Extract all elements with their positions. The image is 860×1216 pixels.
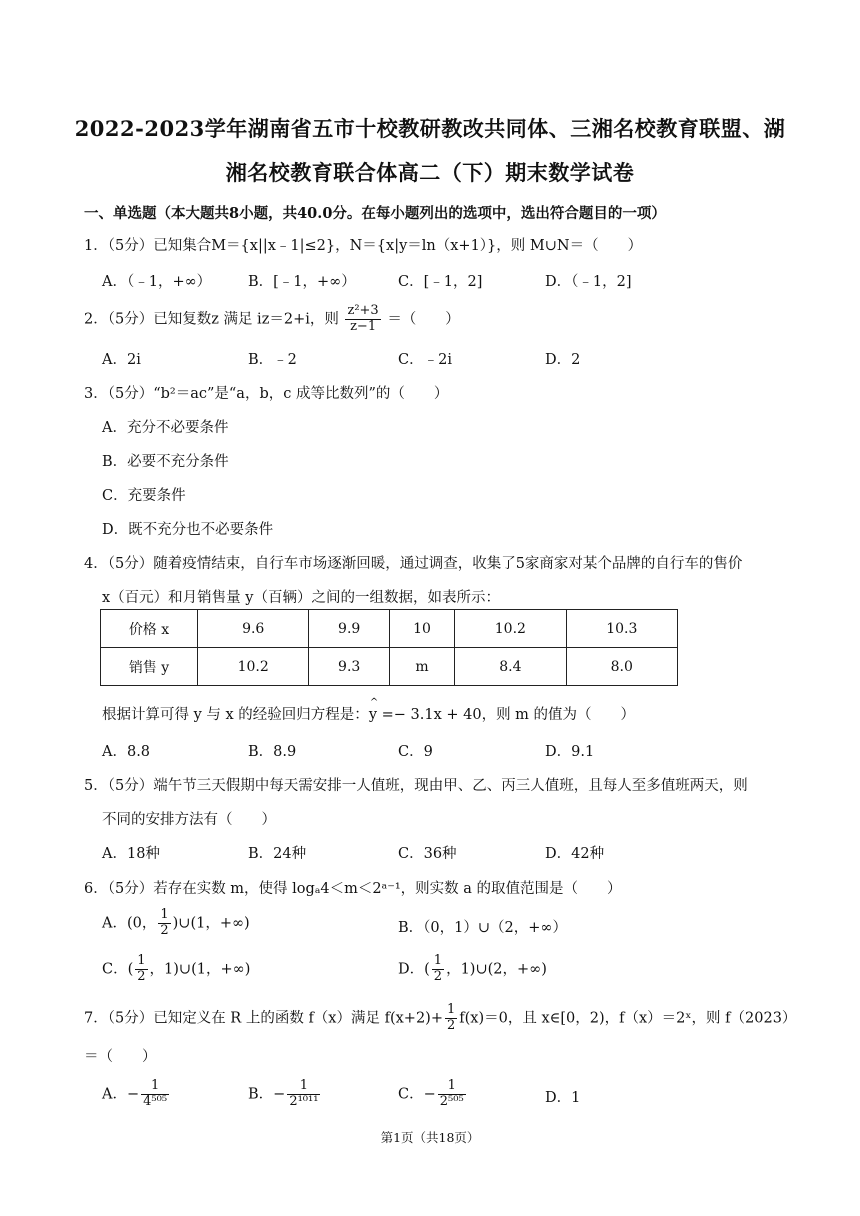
q3-option-d: D．既不充分也不必要条件 [102,522,274,538]
section-heading: 一、单选题（本大题共8小题，共40.0分。在每小题列出的选项中，选出符合题目的一项） [84,205,666,222]
q4-option-d: D．9.1 [545,744,595,760]
q4-stem-2: x（百元）和月销售量 y（百辆）之间的一组数据，如表所示： [102,590,500,606]
q4-option-c: C．9 [398,744,433,760]
regression-equation: ^ y =− 3.1x + 40 [369,707,482,723]
table-cell: 10.2 [198,648,309,686]
q7-option-b: B．− $\frac{1}{\text{2¹⁰¹¹}}$ [248,1078,319,1109]
q6-option-b: B．（0，1）∪（2，+∞） [398,920,567,936]
q7-option-d: D．1 [545,1090,581,1106]
q3-option-b: B．必要不充分条件 [102,454,229,470]
q1-option-d: D．（﹣1，2] [545,274,632,290]
q6-option-a: A．(0， $\frac{1}{2}$ )∪(1，+∞) [102,907,250,938]
q5-option-c: C．36种 [398,846,457,862]
table-cell: 10.3 [566,610,677,648]
table-cell: 9.9 [309,610,390,648]
q5-option-b: B．24种 [248,846,307,862]
q5-stem-1: 5．（5分）端午节三天假期中每天需安排一人值班，现由甲、乙、丙三人值班，且每人至多值班两天，则 [84,778,748,794]
page-footer: 第1页（共18页） [380,1130,480,1145]
q6-option-c: C．( $\frac{1}{2}$ ，1)∪(1，+∞) [102,953,251,984]
q4-stem-1: 4．（5分）随着疫情结束，自行车市场逐渐回暖，通过调查，收集了5家商家对某个品牌的自行车的售价 [84,556,743,572]
q2-option-b: B．﹣2 [248,352,297,368]
q1-option-c: C．[﹣1，2] [398,274,483,290]
table-cell: 8.0 [566,648,677,686]
table-cell: m [389,648,454,686]
q2-option-d: D．2 [545,352,581,368]
table-cell: 9.6 [198,610,309,648]
table-cell: 8.4 [455,648,566,686]
table-row [101,648,678,686]
q2-stem: 2．（5分）已知复数z 满足 iz＝2+i，则 $\frac{\text{z²+3}}{z-1}$ ＝（ ） [84,303,460,334]
table-cell: 10 [389,610,454,648]
q2-option-c: C．﹣2i [398,352,452,368]
q5-option-d: D．42种 [545,846,605,862]
q5-option-a: A．18种 [102,846,160,862]
title-line-1: 2022-2023学年湖南省五市十校教研教改共同体、三湘名校教育联盟、湖 [74,116,786,141]
q5-stem-2: 不同的安排方法有（ ） [102,812,276,828]
q4-option-b: B．8.9 [248,744,297,760]
table-cell: 9.3 [309,648,390,686]
table-cell: 销售 y [101,648,198,686]
q7-stem-2: ＝（ ） [84,1049,157,1065]
q3-option-c: C．充要条件 [102,488,186,504]
q2-option-a: A．2i [102,352,141,368]
table-cell: 10.2 [455,610,566,648]
table-row [101,610,678,648]
q3-stem: 3．（5分）“b²＝ac”是“a，b，c 成等比数列”的（ ） [84,386,449,402]
table-cell: 价格 x [101,610,198,648]
q4-regression-line: 根据计算可得 y 与 x 的经验回归方程是：^ y =− 3.1x + 40，则 m 的值为（ ） [102,703,635,724]
q2-fraction: $\frac{\text{z²+3}}{z-1}$ [347,303,379,334]
q4-option-a: A．8.8 [102,744,151,760]
q1-option-a: A．（﹣1，+∞） [102,274,212,290]
q1-option-b: B．[﹣1，+∞） [248,274,356,290]
q6-stem: 6．（5分）若存在实数 m，使得 logₐ4＜m＜2ᵃ⁻¹，则实数 a 的取值范围是（ ） [84,881,622,897]
q1-stem: 1．（5分）已知集合M＝{x||x﹣1|≤2}，N＝{x|y＝ln（x+1）}，则 M∪N＝（ ） [84,238,643,254]
q6-option-d: D．( $\frac{1}{2}$ ，1)∪(2，+∞) [398,953,547,984]
q7-option-a: A．− $\frac{1}{\text{4⁵⁰⁵}}$ [102,1078,168,1109]
price-sales-table [100,609,678,686]
q3-option-a: A．充分不必要条件 [102,420,229,436]
q7-stem-1: 7．（5分）已知定义在 R 上的函数 f（x）满足 f(x+2)+ $\frac{1}{2}$ f(x)＝0，且 x∈[0，2)，f（x）＝2ˣ，则 f（2023） [84,1002,797,1033]
title-line-2: 湘名校教育联合体高二（下）期末数学试卷 [225,160,635,185]
q7-option-c: C．− $\frac{1}{\text{2⁵⁰⁵}}$ [398,1078,464,1109]
